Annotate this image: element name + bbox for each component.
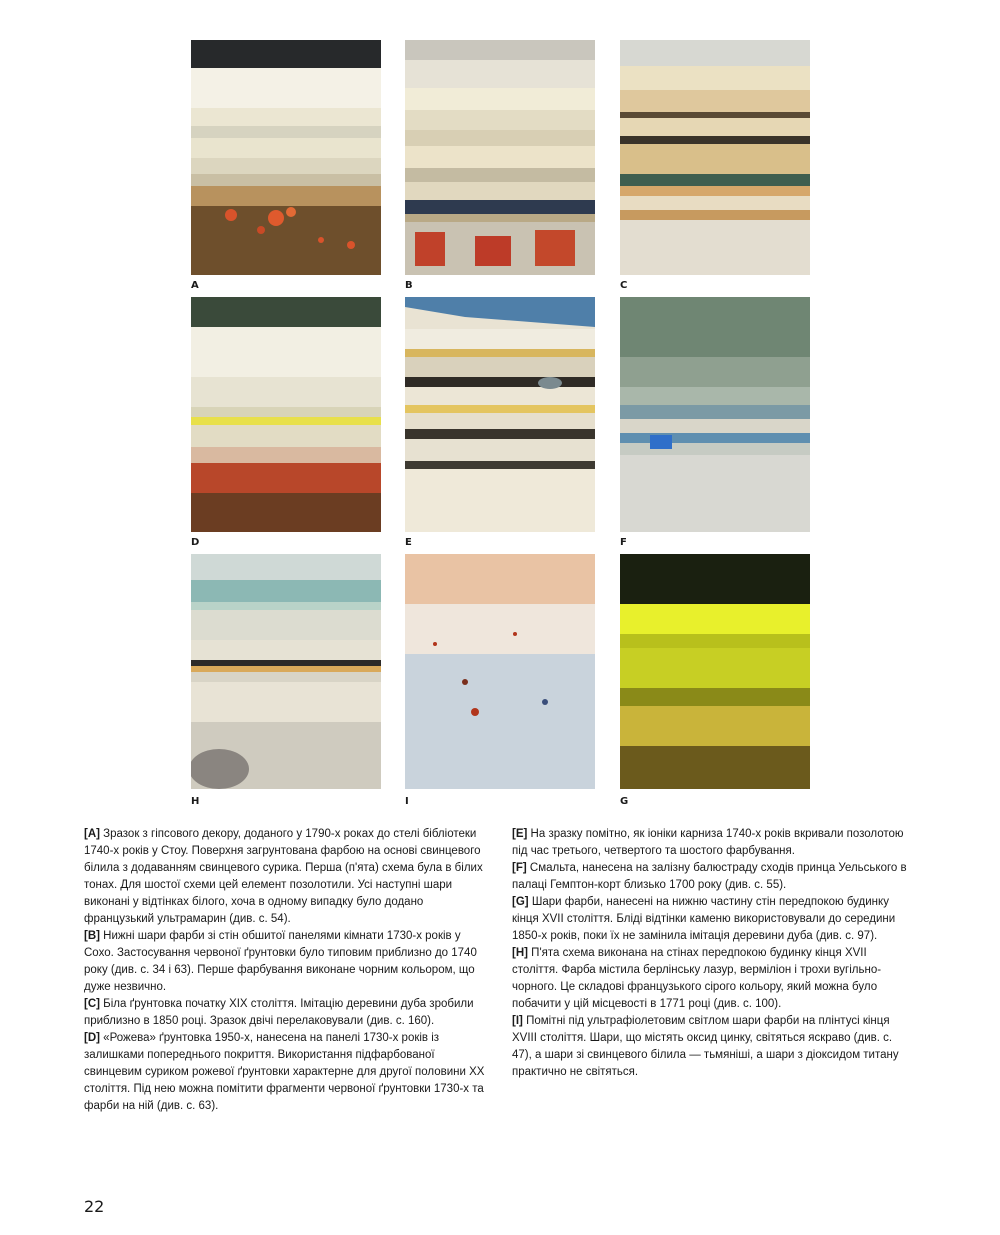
photo-label-d: D [191, 537, 200, 548]
sample-photo-c [620, 40, 810, 275]
caption-g: [G] Шари фарби, нанесені на нижню частину стін передпокою будинку кінця XVII століття. Бліді відтінки каменю використовували до середини 1850-х років, поки їх не замінила імітація деревини дуба (див. с. 97). [512, 896, 896, 942]
photo-label-f: F [620, 537, 627, 548]
sample-photo-d [191, 297, 381, 532]
sample-photo-b [405, 40, 595, 275]
photo-label-h: H [191, 796, 200, 807]
photo-label-c: C [620, 280, 628, 291]
caption-a: [A] Зразок з гіпсового декору, доданого у 1790-х роках до стелі бібліотеки 1740-х років у Стоу. Поверхня загрунтована фарбою на основі свинцевого білила з додаванням свинцевого сурика. Перша (п'ята) схема була в білих тонах. Для шостої схеми цей елемент позолотили. Усі наступні шари виконані у відтінках білого, хоча в одному випадку було додано французький ультрамарин (див. с. 54). [84, 828, 483, 925]
photo-label-a: A [191, 280, 199, 291]
sample-photo-e [405, 297, 595, 532]
photo-label-i: I [405, 796, 409, 807]
caption-b: [B] Нижні шари фарби зі стін обшитої панелями кімнати 1730-х років у Сохо. Застосування червоної ґрунтовки було типовим приблизно до 1740 року (див. с. 34 і 63). Перше фарбування виконане чорним кольором, що дуже незвично. [84, 930, 477, 993]
sample-photo-h [191, 554, 381, 789]
photo-label-g: G [620, 796, 629, 807]
sample-photo-f [620, 297, 810, 532]
caption-f: [F] Смальта, нанесена на залізну балюстраду сходів принца Уельського в палаці Гемптон-корт близько 1700 року (див. с. 55). [512, 862, 907, 891]
caption-e: [E] На зразку помітно, як іоніки карниза 1740-х років вкривали позолотою під час третього, четвертого та шостого фарбування. [512, 828, 904, 857]
photo-label-b: B [405, 280, 413, 291]
sample-photo-i [405, 554, 595, 789]
caption-d: [D] «Рожева» ґрунтовка 1950-х, нанесена на панелі 1730-х років із залишками попереднього покриття. Використання підфарбованої свинцевим суриком рожевої ґрунтовки характерне для другої половини XX століття. Під нею можна помітити фрагменти червоної ґрунтовки 1730-х та фарби на ній (див. с. 63). [84, 1032, 485, 1112]
captions-right-column [512, 826, 914, 1081]
caption-c: [C] Біла ґрунтовка початку XIX століття. Імітацію деревини дуба зробили приблизно в 1850 році. Зразок двічі перелаковували (див. с. 160). [84, 998, 474, 1027]
captions-left-column [84, 826, 492, 1115]
caption-i: [I] Помітні під ультрафіолетовим світлом шари фарби на плінтусі кінця XVIII століття. Шари, що містять оксид цинку, світяться яскраво (див. с. 47), а шари зі свинцевого білила — тьмяніші, а шари з діоксидом титану практично не світяться. [512, 1015, 899, 1078]
sample-photo-g [620, 554, 810, 789]
page-number: 22 [84, 1197, 105, 1216]
photo-label-e: E [405, 537, 412, 548]
caption-h: [H] П'ята схема виконана на стінах передпокою будинку кінця XVII століття. Фарба містила берлінську лазур, верміліон і трохи вугільно-чорного. Це складові французького сірого кольору, який можна було побачити у цій місцевості в 1771 році (див. с. 100). [512, 947, 882, 1010]
sample-photo-a [191, 40, 381, 275]
